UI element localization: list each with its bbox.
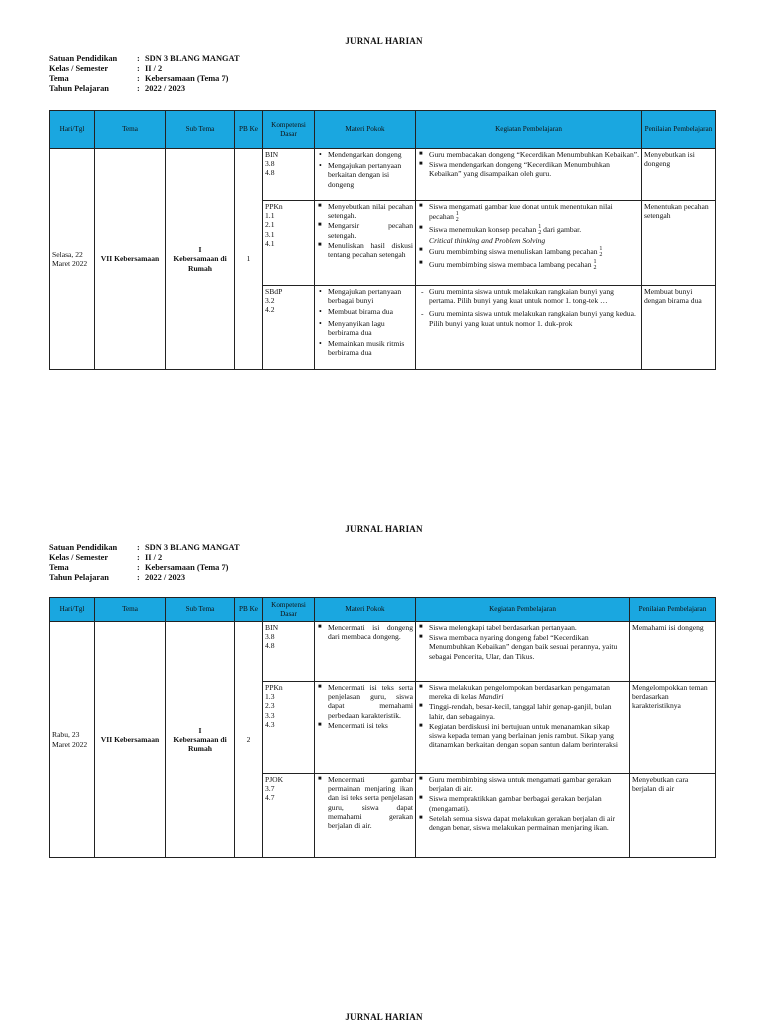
meta-label: Satuan Pendidikan [49,543,118,552]
kd-code: 4.7 [265,793,275,803]
kd-code: 4.3 [265,719,275,729]
list-item: ■ Guru membimbing siswa untuk mengamati gambar gerakan berjalan di air. [418,775,627,793]
kd-code: 2.1 [265,220,275,230]
header-tema: Tema [95,111,166,149]
fraction-numerator: 1 [599,246,603,253]
kd-cell [263,622,315,682]
list-item [418,246,639,258]
list-item-text: Siswa melakukan pengelompokan berdasarkan pengamatan mereka di kelas [429,683,610,702]
kegiatan-cell [416,682,630,774]
kd-cell [263,774,315,858]
meta-label: Tema [49,563,69,572]
kd-cell [263,149,315,201]
meta-kelas-value: II / 2 [145,64,163,73]
fraction-half [594,259,597,271]
header-penilaian: Penilaian Pembelajaran [630,598,716,622]
subtheme-name: Kebersamaan di Rumah [173,734,227,754]
list-item: ■ Menuliskan hasil diskusi tentang pecahan setengah [317,241,413,259]
table-row [50,149,716,201]
subtheme-cell [166,149,235,370]
day-cell: Selasa, 22 Maret 2022 [50,149,95,370]
list-item [418,202,639,223]
kd-cell [263,682,315,774]
meta-tema-value: Kebersamaan (Tema 7) [145,563,229,572]
meta-tahun-value: 2022 / 2023 [145,84,186,93]
theme-label: VII Kebersamaan [100,734,160,744]
kd-code: 4.1 [265,238,275,248]
list-item [418,683,627,701]
subtheme-name: Kebersamaan di Rumah [173,254,227,273]
kegiatan-cell [416,622,630,682]
kegiatan-cell [416,774,630,858]
header-kegiatan: Kegiatan Pembelajaran [416,111,642,149]
list-item-text: Siswa menemukan konsep pecahan [429,224,537,234]
fraction-numerator: 1 [455,211,459,218]
fraction-half [538,224,541,236]
list-item: ■ Tinggi-rendah, besar-kecil, tanggal lahir genap-ganjil, bulan lahir, dan sebagainya. [418,702,627,720]
kd-code: 4.2 [265,305,275,315]
kd-code: 2.3 [265,701,275,711]
kd-code: 3.8 [265,159,275,169]
pb-cell: 2 [235,622,263,858]
header-subtema: Sub Tema [166,111,235,149]
meta-sep: : [137,54,140,63]
kd-subject: SBdP [265,287,283,296]
list-item-text: Siswa mengamati gambar kue donat untuk menentukan nilai pecahan [429,202,613,221]
header-tema: Tema [95,598,166,622]
penilaian-cell: Memahami isi dongeng [630,622,716,682]
fraction-denominator: 2 [599,252,603,259]
header-hari: Hari/Tgl [50,598,95,622]
fraction-numerator: 1 [538,224,542,231]
journal-title: JURNAL HARIAN [345,1012,423,1022]
kegiatan-cell [416,286,642,370]
list-item: - Guru meminta siswa untuk melakukan rangkaian bunyi yang kedua. Pilih bunyi yang kuat untuk nomor 1. duk-prok [418,309,639,327]
meta-satuan-value: SDN 3 BLANG MANGAT [145,543,240,552]
list-item-text: dari gambar. [543,224,582,234]
kd-subject: PPKn [265,683,283,692]
penilaian-cell: Mengelompokkan teman berdasarkan karakteristiknya [630,682,716,774]
materi-cell [315,286,416,370]
meta-sep: : [137,64,140,73]
theme-label: VII Kebersamaan [100,254,160,264]
list-item: • Mengajukan pertanyaan berkaitan dengan isi dongeng [317,161,413,189]
journal-meta [49,543,240,583]
meta-label: Kelas / Semester [49,553,109,562]
table-header-row [50,598,716,622]
kegiatan-cell [416,149,642,201]
meta-label: Kelas / Semester [49,64,109,73]
list-item: ■ Siswa membaca nyaring dongeng fabel “Kecerdikan Menumbuhkan Kebaikan” dengan baik sesuai perannya, yaitu sebagai Pencerita, Ular, dan Tikus. [418,633,627,661]
materi-cell [315,682,416,774]
journal-meta [49,54,240,94]
fraction-denominator: 2 [538,230,542,237]
header-kd: Kompetensi Dasar [263,111,315,149]
kd-code: 3.7 [265,784,275,794]
kd-subject: BIN [265,623,279,632]
meta-sep: : [137,543,140,552]
journal-table [49,597,716,858]
header-pb: PB Ke [235,598,263,622]
day-cell: Rabu, 23 Maret 2022 [50,622,95,858]
pb-cell: 1 [235,149,263,370]
fraction-half [599,246,602,258]
fraction-numerator: 1 [593,259,597,266]
kd-cell [263,201,315,286]
header-kd: Kompetensi Dasar [263,598,315,622]
header-materi: Materi Pokok [315,111,416,149]
meta-label: Tahun Pelajaran [49,84,109,93]
meta-label: Tahun Pelajaran [49,573,109,582]
table-header-row [50,111,716,149]
header-pb: PB Ke [235,111,263,149]
fraction-denominator: 2 [455,217,459,224]
list-item: ■ Guru membacakan dongeng “Kecerdikan Menumbuhkan Kebaikan”. [418,150,639,159]
meta-sep: : [137,553,140,562]
penilaian-cell: Membuat bunyi dengan birama dua [642,286,716,370]
kd-code: 4.8 [265,168,275,178]
fraction-denominator: 2 [593,265,597,272]
meta-tema-value: Kebersamaan (Tema 7) [145,74,229,83]
list-item: ■ Setelah semua siswa dapat melakukan gerakan berjalan di air dengan benar, siswa melakukan permainan menjaring ikan. [418,814,627,832]
subtheme-number: I [198,725,202,735]
list-item: • Membuat birama dua [317,307,413,316]
kd-code: 3.2 [265,296,275,306]
meta-sep: : [137,563,140,572]
meta-tahun-value: 2022 / 2023 [145,573,186,582]
theme-cell [95,149,166,370]
materi-cell [315,622,416,682]
kd-code: 1.1 [265,211,275,221]
list-item: ■ Mencermati isi teks serta penjelasan guru, siswa dapat memahami perbedaan karakteristik. [317,683,413,720]
list-item-text: Guru membimbing siswa membaca lambang pecahan [429,260,592,270]
list-item: ■ Mencermati isi teks [317,721,413,730]
penilaian-cell: Menyebutkan isi dongeng [642,149,716,201]
list-item: • Mengajukan pertanyaan berbagai bunyi [317,287,413,305]
kd-subject: PPKn [265,202,283,211]
list-item: • Menyanyikan lagu berbirama dua [317,319,413,337]
list-item: ■ Mencermati gambar permainan menjaring ikan dan isi teks serta penjelasan guru, siswa dapat memahami gerakan berjalan di air. [317,775,413,830]
subtheme-cell [166,622,235,858]
kd-code: 4.8 [265,641,275,651]
list-item-text: Guru membimbing siswa menuliskan lambang pecahan [429,247,598,257]
list-item: • Memainkan musik ritmis berbirama dua [317,339,413,357]
list-item: ■ Siswa mendengarkan dongeng “Kecerdikan Menumbuhkan Kebaikan” yang disampaikan oleh guru. [418,160,639,178]
list-item [418,259,639,271]
meta-sep: : [137,84,140,93]
meta-kelas-value: II / 2 [145,553,163,562]
materi-cell [315,201,416,286]
meta-satuan-value: SDN 3 BLANG MANGAT [145,54,240,63]
meta-label: Tema [49,74,69,83]
materi-cell [315,149,416,201]
header-subtema: Sub Tema [166,598,235,622]
list-item: • Mendengarkan dongeng [317,150,413,159]
penilaian-cell: Menentukan pecahan setengah [642,201,716,286]
journal-title: JURNAL HARIAN [345,524,423,534]
meta-label: Satuan Pendidikan [49,54,118,63]
subtheme-number: I [198,245,202,255]
meta-sep: : [137,573,140,582]
kd-subject: PJOK [265,775,284,784]
header-hari: Hari/Tgl [50,111,95,149]
journal-title: JURNAL HARIAN [345,36,423,46]
list-item: ■ Menyebutkan nilai pecahan setengah. [317,202,413,220]
kd-code: 3.3 [265,710,275,720]
header-materi: Materi Pokok [315,598,416,622]
list-item-italic: Critical thinking and Problem Solving [429,236,546,246]
kd-code: 3.1 [265,229,275,239]
kd-code: 3.8 [265,632,275,642]
fraction-half [456,211,459,223]
kd-cell [263,286,315,370]
kd-subject: BIN [265,150,279,159]
meta-sep: : [137,74,140,83]
list-item-italic: Mandiri [478,692,504,702]
header-kegiatan: Kegiatan Pembelajaran [416,598,630,622]
materi-cell [315,774,416,858]
list-item: ■ Mencermati isi dongeng dari membaca dongeng. [317,623,413,641]
list-item: - Guru meminta siswa untuk melakukan rangkaian bunyi yang pertama. Pilih bunyi yang kuat untuk nomor 1. tong-tek … [418,287,639,305]
list-item: ■ Siswa melengkapi tabel berdasarkan pertanyaan. [418,623,627,632]
list-item: ■ Kegiatan berdiskusi ini bertujuan untuk menanamkan sikap siswa kepada teman yang berlainan jenis rambut. Sikap yang ditanamkan berkaitan dengan sopan santun dalam berinteraksi [418,722,627,750]
list-item: ■ Mengarsir pecahan setengah. [317,221,413,239]
theme-cell [95,622,166,858]
list-item: ■ Siswa mempraktikkan gambar berbagai gerakan berjalan (mengamati). [418,794,627,812]
kegiatan-cell [416,201,642,286]
kd-code: 1.3 [265,692,275,702]
table-row [50,622,716,682]
list-item [418,224,639,245]
header-penilaian: Penilaian Pembelajaran [642,111,716,149]
journal-table [49,110,716,370]
penilaian-cell: Menyebutkan cara berjalan di air [630,774,716,858]
